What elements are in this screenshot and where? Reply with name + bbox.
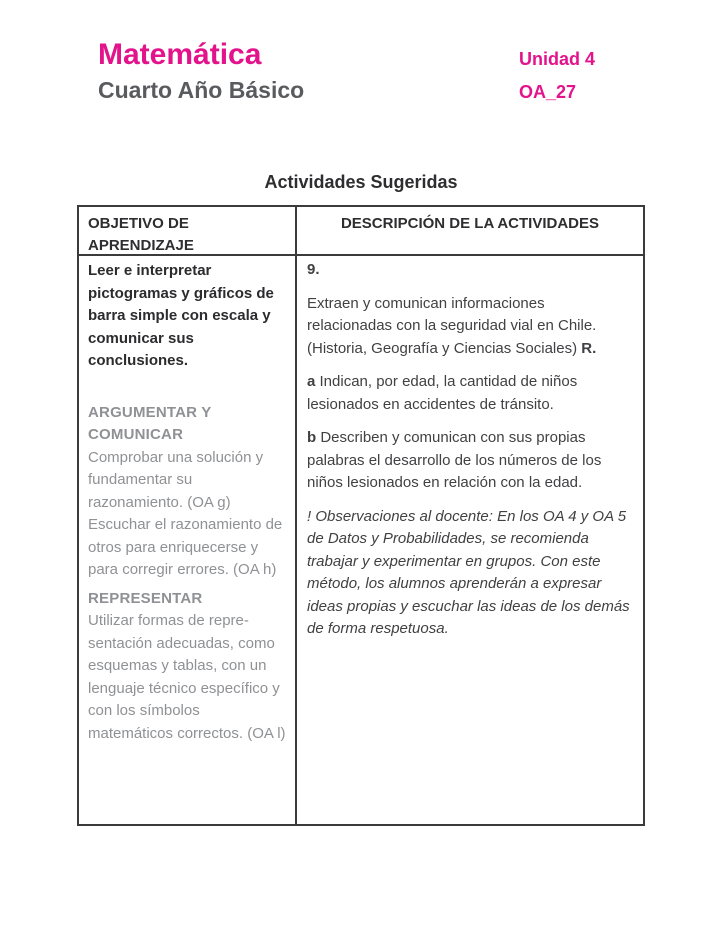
paragraph [307,506,633,641]
paragraph [307,371,633,416]
text-run: ! Observaciones al docente: En los OA 4 y OA 5 de Datos y Probabilidades, se recomienda trabajar y experimentar en grupos. Con este método, los alumnos aprenderán a expresar ideas propias y escuchar las ideas de los demás de forma respetuosa. [307,507,630,637]
subject-title: Matemática [98,38,262,71]
text-run: b [307,429,317,446]
skill-block [88,588,287,746]
skill-heading: ARGUMENTAR Y COMUNICAR [88,403,212,443]
oa-code: OA_27 [519,81,577,102]
text-run: Extraen y comunican informaciones relacionadas con la seguridad vial en Chile. (Historia, Geografía y Ciencias Sociales) [307,294,597,357]
text-run: 9. [307,261,320,278]
skill-item: Escuchar el razonamiento de otros para enriquecerse y para corregir errores. (OA h) [88,516,283,578]
skill-item: Comprobar una solución y fundamentar su razonamiento. (OA g) [88,448,264,511]
page-header-left [98,38,304,103]
skill-heading: REPRESENTAR [88,589,203,607]
paragraph [307,293,633,361]
skill-block [88,402,287,582]
unit-label: Unidad 4 [519,49,596,69]
description-cell [295,256,643,824]
paragraph [307,259,633,282]
objective-header-line1: OBJETIVO DE APRENDIZAJE [88,215,194,254]
text-run: R. [581,339,597,357]
description-header-cell: DESCRIPCIÓN DE LA ACTIVIDADES [295,207,643,256]
page-header-right [519,50,595,103]
skill-item: Utilizar formas de repre-sentación adecuadas, como esquemas y tablas, con un lenguaje técnico específico y con los símbolos matemáticos correctos. (OA l) [88,612,286,742]
text-run: Describen y comunican con sus propias palabras el desarrollo de los números de los niños lesionados en relación con la edad. [307,429,602,491]
objective-statement: Leer e interpretar pictogramas y gráficos de barra simple con escala y comunicar sus conclusiones. [88,262,274,369]
paragraph [307,427,633,495]
objective-cell [79,256,295,824]
skills-list [88,402,287,746]
objective-header-cell [79,207,295,256]
text-run: a [307,373,316,390]
activities-table [77,205,645,826]
grade-subtitle: Cuarto Año Básico [98,77,305,103]
text-run: Indican, por edad, la cantidad de niños lesionados en accidentes de tránsito. [307,373,578,413]
section-title: Actividades Sugeridas [264,172,458,192]
